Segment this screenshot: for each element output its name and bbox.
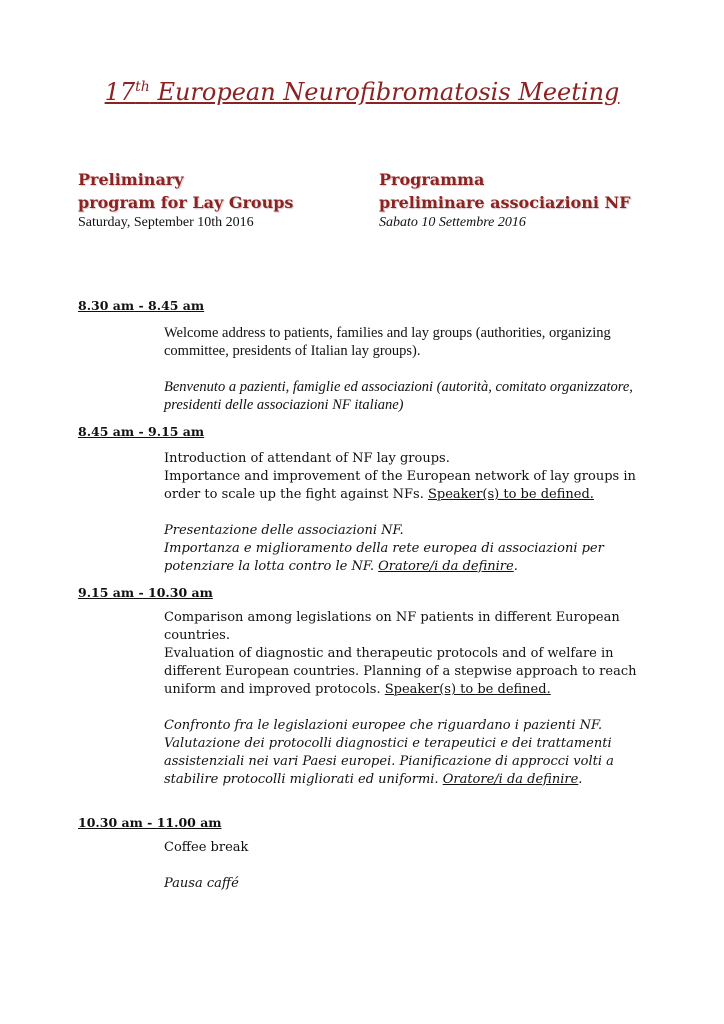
slot-time: 9.15 am - 10.30 am <box>78 585 213 600</box>
title-text: European Neurofibromatosis Meeting <box>157 78 620 106</box>
slot-italian-text <box>164 522 658 576</box>
header-italian-date: Sabato 10 Settembre 2016 <box>379 215 526 230</box>
speaker-placeholder: Speaker(s) to be defined. <box>384 682 551 697</box>
header-english-line2: program for Lay Groups <box>78 193 294 212</box>
header-italian-line2: preliminare associazioni NF <box>379 193 631 212</box>
slot-english-line2: Evaluation of diagnostic and therapeutic protocols and of welfare in different European countries. Planning of a stepwise approach to reach uniform and improved protocols. <box>164 646 637 697</box>
speaker-placeholder-italian: Oratore/i da definire <box>442 772 579 787</box>
slot-italian-line2: Valutazione dei protocolli diagnostici e terapeutici e dei trattamenti assistenziali nei vari Paesi europei. Pianificazione di approcci volti a stabilire protocolli migliorati ed uniformi. <box>164 736 614 787</box>
schedule-slot <box>78 815 658 893</box>
slot-italian-text: Pausa caffé <box>164 876 239 891</box>
header-english-line1: Preliminary <box>78 170 184 189</box>
slot-english-text <box>164 450 658 504</box>
speaker-placeholder: Speaker(s) to be defined. <box>427 487 594 502</box>
title-prefix: 17 <box>104 78 136 106</box>
title-superscript: th <box>135 79 150 95</box>
slot-body <box>164 450 658 576</box>
schedule-slot <box>78 424 658 576</box>
slot-english-line2: Importance and improvement of the European network of lay groups in order to scale up the fight against NFs. <box>164 469 636 502</box>
slot-italian-line2: Importanza e miglioramento della rete europea di associazioni per potenziare la lotta contro le NF. <box>164 541 604 574</box>
slot-english-line1: Comparison among legislations on NF patients in different European countries. <box>164 610 620 643</box>
header-italian-line1: Programma <box>379 170 485 189</box>
page-title <box>0 78 724 106</box>
slot-italian-line1: Presentazione delle associazioni NF. <box>164 523 404 538</box>
slot-italian-text: Benvenuto a pazienti, famiglie ed associazioni (autorità, comitato organizzatore, presidenti delle associazioni NF italiane) <box>164 379 633 413</box>
schedule-slot <box>78 298 658 414</box>
slot-body <box>164 324 658 414</box>
slot-body <box>164 839 658 893</box>
header-english-date: Saturday, September 10th 2016 <box>78 215 254 230</box>
slot-english-text: Coffee break <box>164 840 249 855</box>
slot-time: 10.30 am - 11.00 am <box>78 815 222 830</box>
slot-time: 8.45 am - 9.15 am <box>78 424 205 439</box>
slot-italian-end: . <box>513 559 518 574</box>
header-italian <box>379 168 630 232</box>
header-english <box>78 168 293 232</box>
slot-body <box>164 609 658 789</box>
slot-italian-end: . <box>578 772 583 787</box>
slot-italian-text <box>164 717 658 789</box>
slot-time: 8.30 am - 8.45 am <box>78 298 205 313</box>
schedule-slot <box>78 585 658 789</box>
slot-english-text <box>164 609 658 699</box>
slot-english-line1: Introduction of attendant of NF lay groups. <box>164 451 450 466</box>
speaker-placeholder-italian: Oratore/i da definire <box>378 559 514 574</box>
slot-italian-line1: Confronto fra le legislazioni europee che riguardano i pazienti NF. <box>164 718 603 733</box>
slot-english-text: Welcome address to patients, families and lay groups (authorities, organizing committee, presidents of Italian lay groups). <box>164 325 611 359</box>
